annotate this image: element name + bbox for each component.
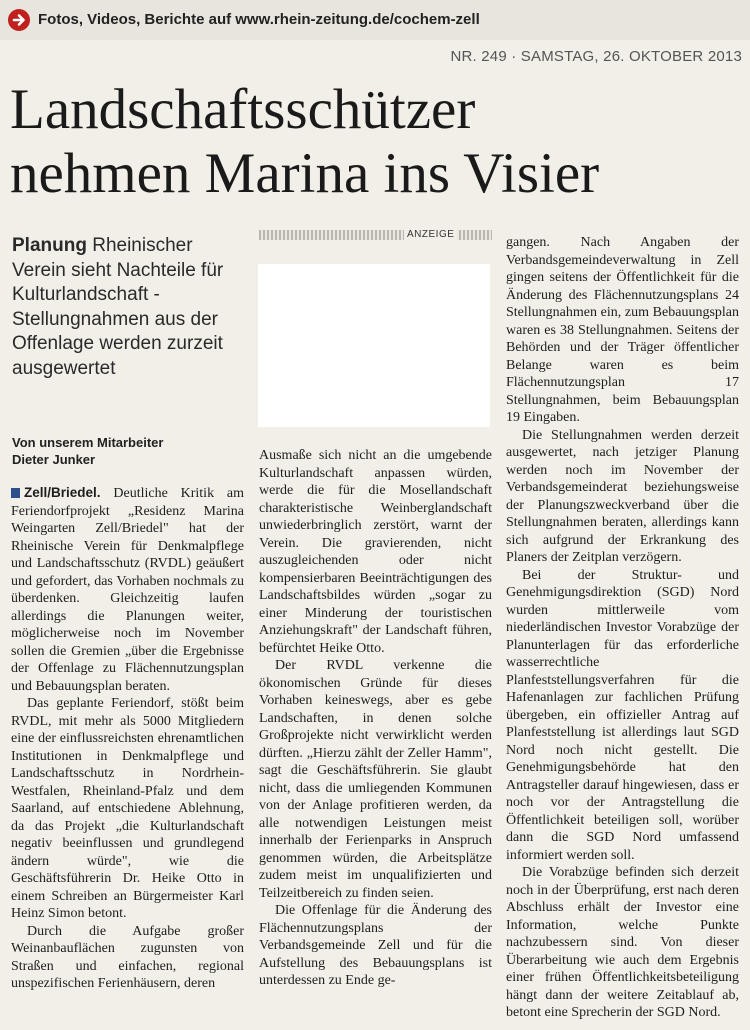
paragraph-text: Deutliche Kritik am Feriendorfprojekt „Residenz Marina Weingarten Zell/Briedel" hat der Rheinische Verein für Denkmalpflege und Landschaftsschutz (RVDL) geäußert und gefordert, das Vorhaben nochmals zu überdenken. Gleichzeitig laufen allerdings die Planungen weiter, möglicherweise noch im November sollen die Gremien „über die Ergebnisse der Offenlage zu Flächennutzungsplan und Bebauungsplan beraten.	[11, 486, 245, 694]
paragraph: Ausmaße sich nicht an die umgebende Kulturlandschaft anpassen würden, werde die für die Mosellandschaft charakteristische Weinberglandschaft unwiederbringlich zerstört, warnt der Verein. Die gravierenden, nicht auszugleichenden oder nicht kompensierbaren Beeinträchtigungen des Landschaftsbildes würden „sogar zu einer Minderung der touristischen Anziehungskraft" der Landschaft führen, befürchtet Heike Otto.	[259, 448, 492, 656]
headline-line-1: Landschaftsschützer	[10, 78, 476, 141]
article-column-3	[506, 234, 739, 1022]
ad-label: ANZEIGE	[404, 228, 457, 242]
paragraph: gangen. Nach Angaben der Verbandsgemeindeverwaltung in Zell gingen seitens der Öffentlichkeit für die Änderung des Flächennutzungsplans 24 Stellungnahmen ein, zum Bebauungsplan waren es 38 Stellungnahmen. Seitens der Behörden und der Träger öffentlicher Belange waren es beim Flächennutzungsplan 17 Stellungnahmen, beim Bebauungsplan 19 Eingaben.	[506, 235, 739, 425]
headline	[10, 78, 745, 206]
article-column-2	[259, 447, 492, 990]
paragraph: Der RVDL verkenne die ökonomischen Gründe für dieses Vorhaben keineswegs, aber es gebe Landschaften, in denen solche Großprojekte nicht verwirklicht werden dürften. „Hierzu zählt der Zeller Hamm", sagt die Geschäftsführerin. Sie glaubt nicht, dass die umliegenden Kommunen von der Anlage profitieren werden, da alle notwendigen Leistungen meist innerhalb der Ferienparks in Anspruch genommen würden, die Arbeitsplätze zudem meist im unqualifizierten und Teilzeitbereich zu finden seien.	[259, 658, 492, 901]
ad-placeholder	[258, 264, 490, 427]
arrow-right-icon[interactable]	[8, 9, 30, 31]
subheadline	[12, 234, 247, 381]
paragraph: Die Vorabzüge befinden sich derzeit noch in der Überprüfung, erst nach deren Abschluss erhält der Investor eine Information, welche Punkte nachzubessern sind. Von dieser Überarbeitung wie auch dem Ergebnis einer frühen Öffentlichkeitsbeteiligung hängt dann der weitere Zeitablauf ab, betont eine Sprecherin der SGD Nord.	[506, 865, 739, 1020]
headline-line-2: nehmen Marina ins Visier	[10, 142, 600, 205]
paragraph: Durch die Aufgabe großer Weinanbauflächen zugunsten von Straßen und einfachen, regional unspezifischen Ferienhäusern, deren	[11, 923, 244, 991]
kicker: Planung	[12, 235, 87, 256]
edition-dateline: NR. 249 · SAMSTAG, 26. OKTOBER 2013	[450, 48, 742, 65]
website-link[interactable]: Fotos, Videos, Berichte auf www.rhein-zeitung.de/cochem-zell	[38, 11, 480, 28]
byline	[12, 434, 247, 468]
subhead-text: Rheinischer Verein sieht Nachteile für Kulturlandschaft - Stellungnahmen aus der Offenlage werden zurzeit ausgewertet	[12, 235, 224, 379]
paragraph	[11, 484, 244, 695]
paragraph: Das geplante Feriendorf, stößt beim RVDL, mit mehr als 5000 Mitgliedern eine der einflussreichsten ehrenamtlichen Institutionen in Denkmalpflege und Landschaftsschutz in Nordrhein-Westfalen, Rheinland-Pfalz und dem Saarland, auf entschiedene Ablehnung, da das Projekt „die Kulturlandschaft negativ beeinflussen und grundlegend ändern würde", wie die Geschäftsführerin Dr. Heike Otto in einem Schreiben an Bürgermeister Karl Heinz Simon betont.	[11, 696, 244, 921]
paragraph: Die Offenlage für die Änderung des Flächennutzungsplans der Verbandsgemeinde Zell und für die Aufstellung des Bebauungsplans ist unterdessen zu Ende ge-	[259, 903, 492, 988]
paragraph: Bei der Struktur- und Genehmigungsdirektion (SGD) Nord wurden mittlerweile vom niederländischen Investor Vorabzüge der Planunterlagen für das erforderliche wasserrechtliche Planfeststellungsverfahren für die Hafenanlagen zur fachlichen Prüfung übergeben, ein offizieller Antrag auf Planfeststellung ist allerdings laut SGD Nord noch nicht gestellt. Die Genehmigungsbehörde hat den Antragsteller darauf hingewiesen, dass er noch vor der Antragstellung die Öffentlichkeit beteiligen soll, worüber dann die SGD Nord umfassend informiert werden soll.	[506, 567, 739, 863]
paragraph: Die Stellungnahmen werden derzeit ausgewertet, nach jetziger Planung werden noch im November der Verbandsgemeinderat beziehungsweise der Planungszweckverband über die Stellungnahmen beraten, allerdings kann sich aufgrund der Erkrankung des Planers der Zeitplan verzögern.	[506, 427, 739, 565]
byline-author: Dieter Junker	[12, 452, 96, 467]
dateline-place: Zell/Briedel.	[24, 485, 101, 500]
article-column-1	[11, 484, 244, 993]
header-bar	[0, 0, 750, 40]
location-tag-icon	[11, 488, 20, 498]
byline-role: Von unserem Mitarbeiter	[12, 435, 164, 450]
